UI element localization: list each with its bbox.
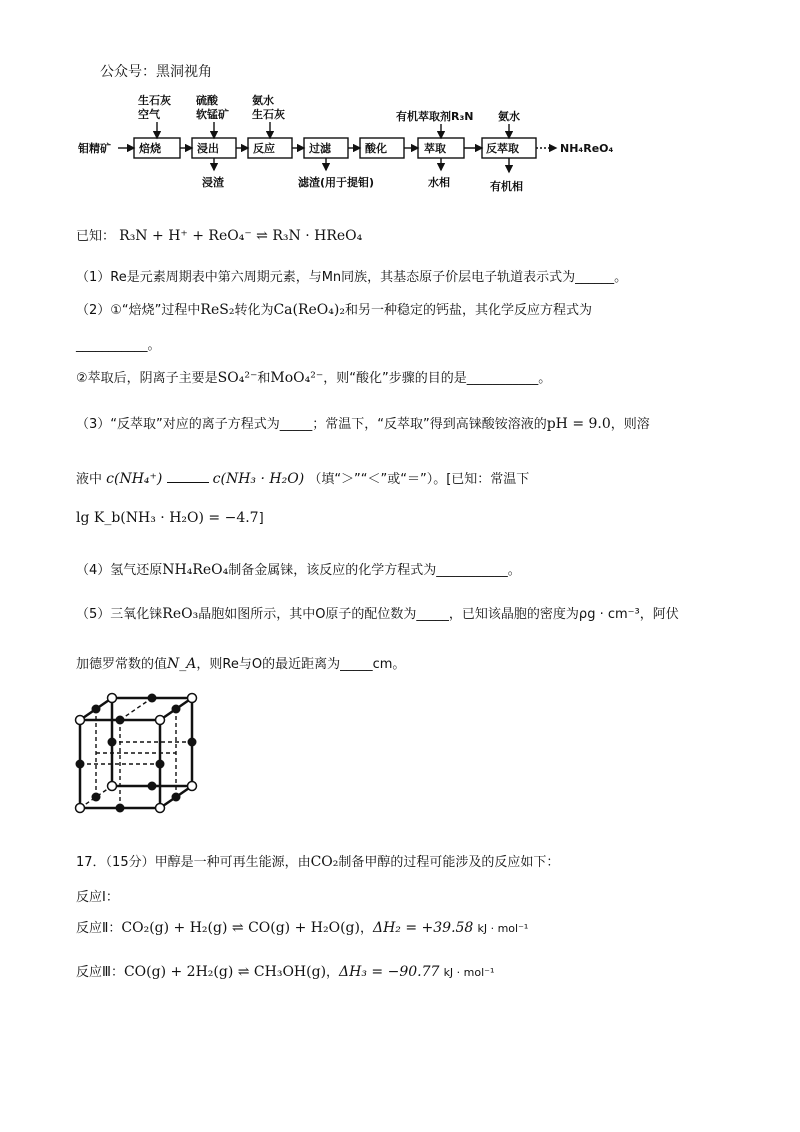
reaction-2-unit: kJ · mol⁻¹ (477, 922, 529, 935)
formula-so4: SO₄²⁻ (217, 370, 258, 386)
q2b-text-and: 和 (257, 371, 271, 386)
formula-moo4: MoO₄²⁻ (270, 370, 324, 386)
flow-output-filter: 滤渣(用于提钼) (298, 176, 375, 189)
flow-step-backextract: 反萃取 (486, 142, 519, 155)
formula-nh4reo4: NH₄ReO₄ (162, 562, 229, 578)
formula-ph: pH = 9.0 (546, 416, 611, 432)
flow-output-extract: 水相 (428, 176, 450, 189)
answer-blank (167, 468, 209, 483)
known-equation: R₃N + H⁺ + ReO₄⁻ ⇌ R₃N · HReO₄ (119, 228, 363, 244)
q5-line2-pre: 加德罗常数的值 (76, 657, 168, 672)
q3-line2-pre: 液中 (76, 472, 103, 487)
flowchart-diagram (78, 84, 638, 196)
q17-text-post: 制备甲醇的过程可能涉及的反应如下： (338, 855, 560, 870)
reaction-3-unit: kJ · mol⁻¹ (443, 966, 495, 979)
reaction-2: 反应Ⅱ：CO₂(g) + H₂(g) ⇌ CO(g) + H₂O(g)，ΔH₂ = +39.58 kJ · mol⁻¹ (76, 920, 529, 936)
flow-step-acidify: 酸化 (365, 142, 387, 155)
q4-text-post: 制备金属铼，该反应的化学方程式为___________。 (228, 563, 521, 578)
formula-co2: CO₂ (310, 854, 339, 870)
q4-text-pre: （4）氢气还原 (76, 563, 163, 578)
formula-ca-reo4: Ca(ReO₄)₂ (273, 302, 345, 318)
reaction-2-dh: ΔH₂ = +39.58 (372, 920, 474, 936)
question-3 (76, 414, 650, 435)
known-line (76, 226, 362, 247)
flow-output-leach: 浸渣 (202, 176, 224, 189)
formula-c-nh3h2o: c(NH₃ · H₂O) (212, 471, 305, 487)
flow-step-leach: 浸出 (197, 142, 219, 155)
flow-input-extract: 有机萃取剂R₃N (396, 110, 474, 123)
question-3-line3 (76, 508, 264, 529)
flow-step-filter: 过滤 (309, 142, 331, 155)
formula-reo3: ReO₃ (162, 606, 199, 622)
formula-res2: ReS₂ (200, 302, 235, 318)
question-5 (76, 604, 679, 625)
question-5-line2 (76, 654, 405, 675)
q2a-text-post: 和另一种稳定的钙盐，其化学反应方程式为 (344, 303, 592, 318)
known-label: 已知： (76, 229, 116, 244)
question-3-line2 (76, 468, 716, 490)
flow-end: NH₄ReO₄ (560, 142, 614, 155)
flow-input-roast: 生石灰空气 (138, 94, 171, 121)
flow-step-roast: 焙烧 (139, 142, 161, 155)
reaction-2-equation: CO₂(g) + H₂(g) ⇌ CO(g) + H₂O(g) (121, 920, 360, 936)
reaction-3: 反应Ⅲ：CO(g) + 2H₂(g) ⇌ CH₃OH(g)，ΔH₃ = −90.77 kJ · mol⁻¹ (76, 964, 495, 980)
flow-input-leach: 硫酸软锰矿 (196, 94, 229, 121)
q2b-text-pre: ②萃取后，阴离子主要是 (76, 371, 218, 386)
question-17 (76, 852, 559, 873)
formula-na: N_A (167, 656, 197, 672)
q2a-text-pre: （2）①“焙烧”过程中 (76, 303, 201, 318)
question-4 (76, 560, 521, 581)
q3-text-post: ，则溶 (610, 417, 650, 432)
q17-text-pre: 17．（15分）甲醇是一种可再生能源，由 (76, 855, 311, 870)
q5-line2-post: ，则Re与O的最近距离为_____cm。 (196, 657, 406, 672)
flow-step-react: 反应 (253, 142, 275, 155)
q5-text-pre: （5）三氧化铼 (76, 607, 163, 622)
q3-close-bracket: ] (258, 511, 264, 526)
question-2a (76, 300, 592, 321)
flow-input-backextract: 氨水 (498, 110, 520, 123)
crystal-cell-diagram (72, 690, 202, 816)
q2a-text-mid: 转化为 (234, 303, 274, 318)
reaction-3-dh: ΔH₃ = −90.77 (339, 964, 440, 980)
q2b-text-post: ，则“酸化”步骤的目的是___________。 (323, 371, 552, 386)
question-2b (76, 368, 551, 389)
flow-input-react: 氨水生石灰 (252, 94, 285, 121)
q3-line2-post: （填“＞”“＜”或“＝”）。[已知：常温下 (308, 472, 530, 487)
flow-output-backextract: 有机相 (490, 180, 523, 193)
flow-start: 钼精矿 (78, 142, 111, 155)
watermark-text: 公众号：黑洞视角 (100, 64, 212, 80)
q3-text-pre: （3）“反萃取”对应的离子方程式为_____；常温下，“反萃取”得到高铼酸铵溶液的 (76, 417, 547, 432)
formula-lgkb: lg K_b(NH₃ · H₂O) = −4.7 (76, 510, 259, 526)
formula-c-nh4: c(NH₄⁺) (106, 471, 163, 487)
reaction-2-label: 反应Ⅱ： (76, 921, 122, 936)
q5-text-post: 晶胞如图所示，其中O原子的配位数为_____，已知该晶胞的密度为ρg · cm⁻³，阿伏 (198, 607, 679, 622)
question-2a-line2: ___________。 (76, 338, 161, 353)
flow-step-extract: 萃取 (424, 142, 446, 155)
question-1: （1）Re是元素周期表中第六周期元素，与Mn同族，其基态原子价层电子轨道表示式为______。 (76, 270, 628, 285)
reaction-3-label: 反应Ⅲ： (76, 965, 124, 980)
reaction-3-equation: CO(g) + 2H₂(g) ⇌ CH₃OH(g) (123, 964, 327, 980)
reaction-1-label: 反应Ⅰ： (76, 890, 119, 905)
